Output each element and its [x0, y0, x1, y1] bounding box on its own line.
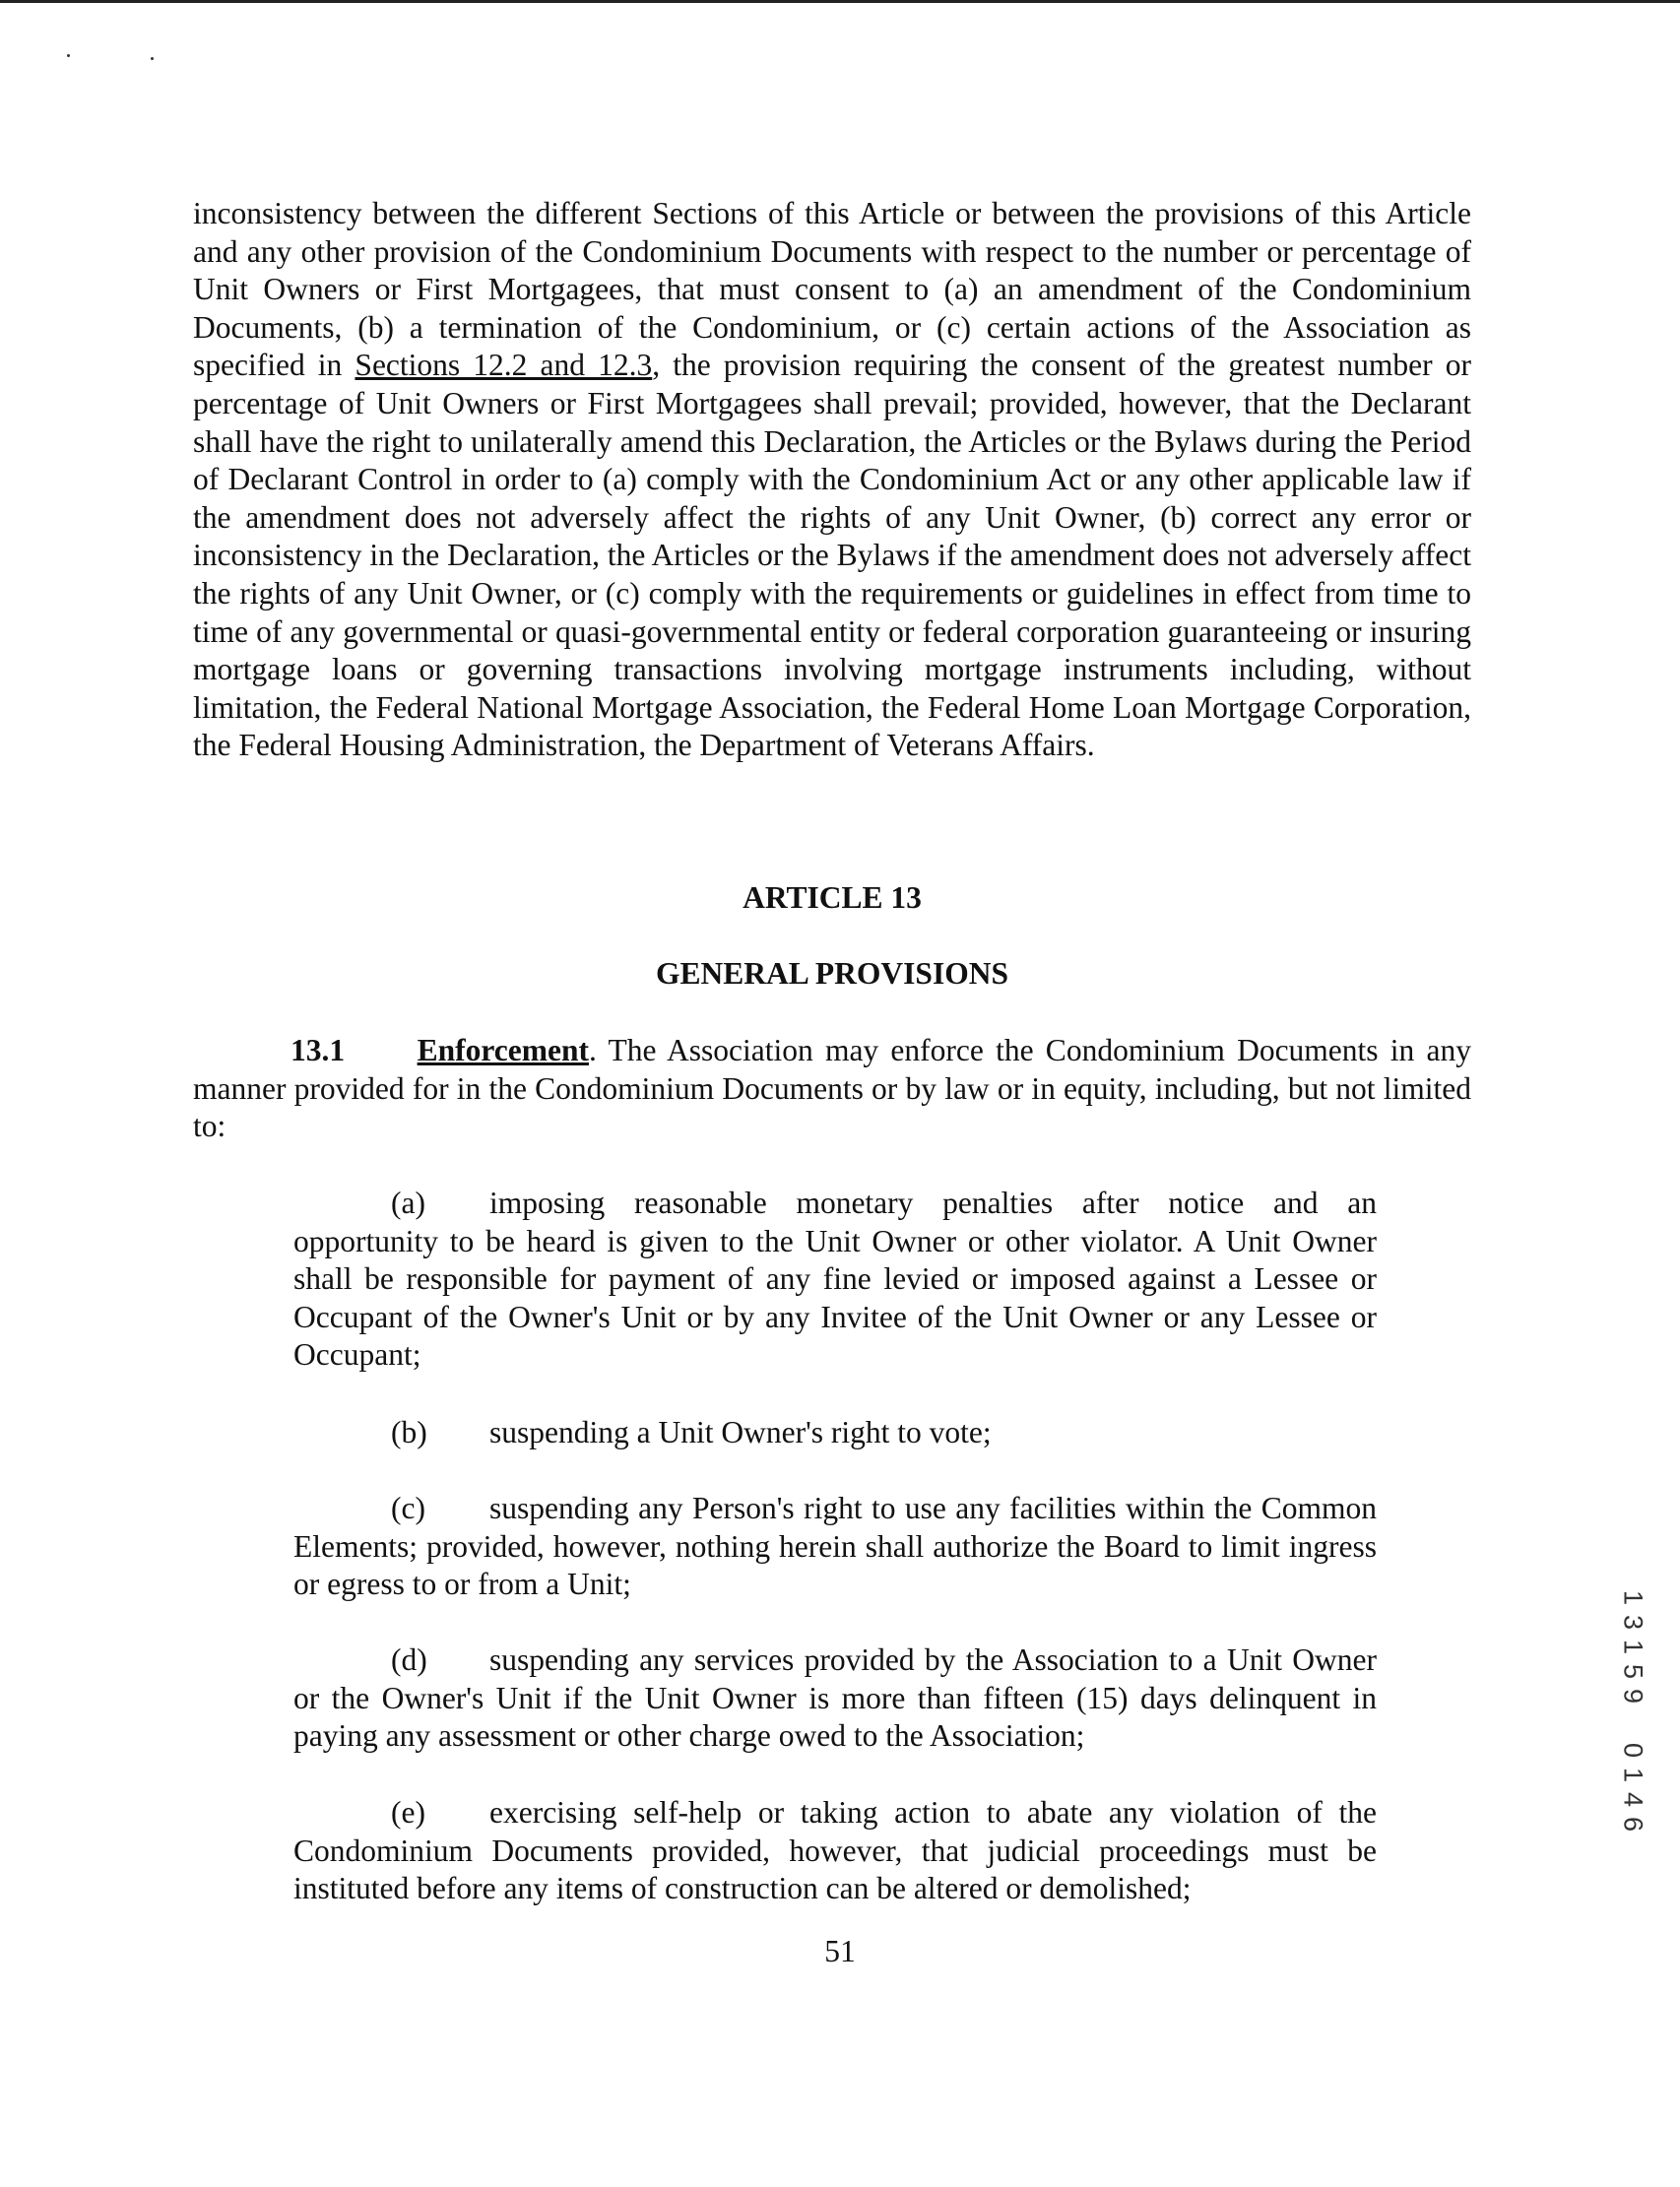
- page-number: 51: [824, 1934, 856, 1968]
- section-title: Enforcement: [417, 1033, 589, 1067]
- stamp-digit: 6: [1618, 1816, 1648, 1833]
- subsection-text: exercising self-help or taking action to abate any violation of the Condominium Documents provided, however, that judicial proceedings must be instituted before any items of construction can be altered or demolished;: [293, 1795, 1377, 1906]
- subsection-b: [293, 1414, 1377, 1452]
- sections-reference: Sections 12.2 and 12.3: [355, 348, 653, 383]
- stamp-digit: 5: [1618, 1663, 1648, 1680]
- stamp-digit: 1: [1618, 1639, 1648, 1655]
- stamp-digit: 0: [1618, 1742, 1648, 1759]
- subsection-d: [293, 1641, 1377, 1756]
- subsection-label: (a): [391, 1186, 425, 1220]
- subsection-a: [293, 1185, 1377, 1375]
- continuation-text-end: , the provision requiring the consent of the greatest number or percentage of Unit Owners or First Mortgagees shall prevail; provided, however, that the Declarant shall have the right to unilaterally amend this Declaration, the Articles or the Bylaws during the Period of Declarant Control in order to (a) comply with the Condominium Act or any other applicable law if the amendment does not adversely affect the rights of any Unit Owner, (b) correct any error or inconsistency in the Declaration, the Articles or the Bylaws if the amendment does not adversely affect the rights of any Unit Owner, or (c) comply with the requirements or guidelines in effect from time to time of any governmental or quasi-governmental entity or federal corporation guaranteeing or insuring mortgage loans or governing transactions involving mortgage instruments including, without limitation, the Federal National Mortgage Association, the Federal Home Loan Mortgage Corporation, the Federal Housing Administration, the Department of Veterans Affairs.: [193, 348, 1471, 763]
- stamp-digit: 1: [1618, 1767, 1648, 1783]
- stamp-digit: 1: [1618, 1589, 1648, 1606]
- subsection-label: (d): [391, 1642, 427, 1677]
- subsection-label: (b): [391, 1415, 427, 1449]
- stamp-digit: 3: [1618, 1614, 1648, 1631]
- subsection-text: suspending any services provided by the Association to a Unit Owner or the Owner's Unit if the Unit Owner is more than fifteen (15) days delinquent in paying any assessment or other charge owed to the Association;: [293, 1642, 1377, 1754]
- scan-speck: [67, 54, 70, 57]
- section-number: 13.1: [291, 1033, 346, 1067]
- recording-stamp: [1613, 1585, 1652, 1836]
- subsection-text: suspending any Person's right to use any facilities within the Common Elements; provided, however, nothing herein shall authorize the Board to limit ingress or egress to or from a Unit;: [293, 1491, 1377, 1602]
- scan-top-border: [0, 0, 1680, 3]
- article-heading: ARTICLE 13: [743, 880, 922, 915]
- section-body: . The Association may enforce the Condominium Documents in any manner provided for in the Condominium Documents or by law or in equity, including, but not limited to:: [193, 1033, 1472, 1144]
- subsection-e: [293, 1794, 1377, 1908]
- article-title: GENERAL PROVISIONS: [656, 956, 1008, 991]
- stamp-digit: 4: [1618, 1791, 1648, 1808]
- stamp-book-number: [1613, 1585, 1652, 1708]
- subsection-c: [293, 1490, 1377, 1604]
- continuation-paragraph: [193, 195, 1471, 765]
- subsection-label: (e): [391, 1795, 425, 1830]
- section-13-1: [193, 1032, 1471, 1146]
- subsection-text: imposing reasonable monetary penalties after notice and an opportunity to be heard is given to the Unit Owner or other violator. A Unit Owner shall be responsible for payment of any fine levied or imposed against a Lessee or Occupant of the Owner's Unit or by any Invitee of the Unit Owner or any Lessee or Occupant;: [293, 1186, 1377, 1373]
- continuation-text-start: inconsistency between the different Sections of this Article or between the provisions of this Article and any other provision of the Condominium Documents with respect to the number or percentage of Unit Owners or First Mortgagees, that must consent to (a) an amendment of the Condominium Documents, (b) a termination of the Condominium, or (c) certain actions of the Association as specified in: [193, 196, 1471, 383]
- stamp-digit: 9: [1618, 1688, 1648, 1705]
- stamp-page-number: [1613, 1738, 1652, 1836]
- subsection-text: suspending a Unit Owner's right to vote;: [489, 1415, 992, 1449]
- scan-speck: [151, 57, 154, 60]
- subsection-label: (c): [391, 1491, 425, 1525]
